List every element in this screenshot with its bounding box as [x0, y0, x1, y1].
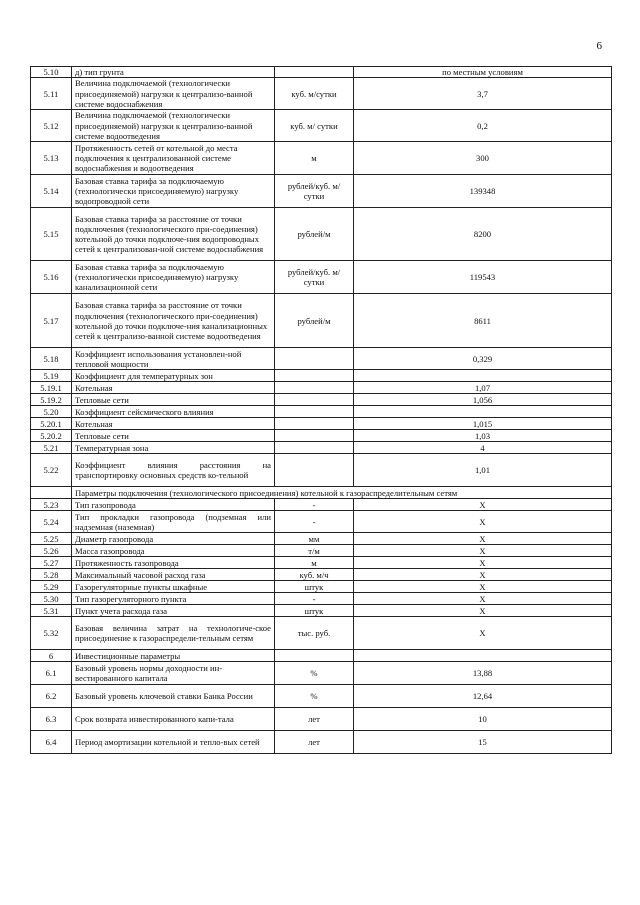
section-heading-cell: Параметры подключения (технологического присоединения) котельной к газораспределительным сетям [72, 487, 612, 499]
row-unit-cell: - [275, 593, 354, 605]
row-number-cell: 6.4 [31, 731, 72, 754]
parameters-table-body [31, 67, 612, 754]
row-unit-cell: - [275, 511, 354, 533]
row-value-cell: 1,015 [354, 418, 612, 430]
row-description-cell: Протяженность сетей от котельной до места подключения к централизованной системе водоснабжения и водоотведения [72, 142, 275, 175]
row-unit-cell [275, 430, 354, 442]
table-row [31, 499, 612, 511]
row-number-cell: 5.19.2 [31, 394, 72, 406]
row-unit-cell [275, 394, 354, 406]
row-value-cell: по местным условиям [354, 67, 612, 78]
row-unit-cell [275, 406, 354, 418]
row-unit-cell: лет [275, 708, 354, 731]
row-number-cell: 5.21 [31, 442, 72, 454]
row-number-cell [31, 487, 72, 499]
row-unit-cell [275, 442, 354, 454]
row-description-cell: Период амортизации котельной и тепло-вых сетей [72, 731, 275, 754]
row-description-cell: Пункт учета расхода газа [72, 605, 275, 617]
row-value-cell: 1,03 [354, 430, 612, 442]
row-unit-cell [275, 650, 354, 662]
row-description-cell: Величина подключаемой (технологически присоединяемой) нагрузки к централизо-ванной системе водоснабжения [72, 78, 275, 110]
table-row [31, 418, 612, 430]
table-row [31, 581, 612, 593]
row-description-cell: Базовая ставка тарифа за расстояние от точки подключения (технологического при-соединения) котельной до точки подключе-ния канализационных сетей к централизо-ванной системе водоотведения [72, 294, 275, 348]
table-row [31, 487, 612, 499]
row-unit-cell: рублей/куб. м/сутки [275, 175, 354, 208]
table-row [31, 406, 612, 418]
row-value-cell: 8611 [354, 294, 612, 348]
row-value-cell: 8200 [354, 208, 612, 261]
row-unit-cell: куб. м/сутки [275, 78, 354, 110]
row-description-cell: Газорегуляторные пункты шкафные [72, 581, 275, 593]
row-number-cell: 5.23 [31, 499, 72, 511]
row-value-cell: Х [354, 593, 612, 605]
row-description-cell: Коэффициент влияния расстояния на транспортировку основных средств ко-тельной [72, 454, 275, 487]
table-row [31, 430, 612, 442]
row-number-cell: 5.15 [31, 208, 72, 261]
table-row [31, 175, 612, 208]
table-row [31, 569, 612, 581]
table-row [31, 685, 612, 708]
row-number-cell: 5.10 [31, 67, 72, 78]
row-description-cell: Масса газопровода [72, 545, 275, 557]
row-description-cell: Коэффициент для температурных зон [72, 370, 275, 382]
row-unit-cell [275, 348, 354, 370]
table-row [31, 593, 612, 605]
row-value-cell: 12,64 [354, 685, 612, 708]
row-number-cell: 5.20 [31, 406, 72, 418]
row-unit-cell [275, 370, 354, 382]
row-value-cell [354, 650, 612, 662]
row-number-cell: 5.20.2 [31, 430, 72, 442]
table-row [31, 605, 612, 617]
row-value-cell: 1,056 [354, 394, 612, 406]
row-value-cell: 139348 [354, 175, 612, 208]
row-unit-cell [275, 418, 354, 430]
row-description-cell: Базовый уровень нормы доходности ин-вестированного капитала [72, 662, 275, 685]
table-row [31, 731, 612, 754]
row-value-cell: 10 [354, 708, 612, 731]
row-description-cell: Базовая величина затрат на технологиче-ское присоединение к газораспредели-тельным сетям [72, 617, 275, 650]
row-number-cell: 5.32 [31, 617, 72, 650]
row-value-cell: 300 [354, 142, 612, 175]
row-description-cell: Протяженность газопровода [72, 557, 275, 569]
row-description-cell: Тип газопровода [72, 499, 275, 511]
page-number: 6 [596, 40, 602, 52]
row-value-cell [354, 370, 612, 382]
row-description-cell: Базовая ставка тарифа за расстояние от точки подключения (технологического при-соединения) котельной до точки подключе-ния водопроводных сетей к централизован-ной системе водоснабжения [72, 208, 275, 261]
row-description-cell: Коэффициент использования установлен-ной тепловой мощности [72, 348, 275, 370]
row-description-cell: Инвестиционные параметры [72, 650, 275, 662]
row-value-cell: Х [354, 557, 612, 569]
row-number-cell: 5.22 [31, 454, 72, 487]
row-unit-cell: % [275, 685, 354, 708]
row-number-cell: 5.14 [31, 175, 72, 208]
row-number-cell: 5.29 [31, 581, 72, 593]
row-value-cell: Х [354, 511, 612, 533]
row-unit-cell [275, 67, 354, 78]
table-row [31, 370, 612, 382]
row-value-cell: Х [354, 581, 612, 593]
row-value-cell: 4 [354, 442, 612, 454]
table-row [31, 294, 612, 348]
row-description-cell: Температурная зона [72, 442, 275, 454]
table-row [31, 511, 612, 533]
row-number-cell: 5.16 [31, 261, 72, 294]
row-number-cell: 5.31 [31, 605, 72, 617]
row-unit-cell: тыс. руб. [275, 617, 354, 650]
row-value-cell [354, 406, 612, 418]
row-unit-cell [275, 454, 354, 487]
row-number-cell: 5.24 [31, 511, 72, 533]
row-value-cell: Х [354, 533, 612, 545]
table-row [31, 617, 612, 650]
row-description-cell: Коэффициент сейсмического влияния [72, 406, 275, 418]
row-unit-cell: % [275, 662, 354, 685]
row-unit-cell: штук [275, 605, 354, 617]
row-number-cell: 6 [31, 650, 72, 662]
row-description-cell: Тип прокладки газопровода (подземная или надземная (наземная) [72, 511, 275, 533]
row-number-cell: 5.30 [31, 593, 72, 605]
table-row [31, 454, 612, 487]
table-row [31, 261, 612, 294]
row-unit-cell: мм [275, 533, 354, 545]
row-description-cell: Котельная [72, 382, 275, 394]
table-row [31, 110, 612, 142]
row-value-cell: Х [354, 545, 612, 557]
row-unit-cell: куб. м/ сутки [275, 110, 354, 142]
row-number-cell: 5.26 [31, 545, 72, 557]
table-row [31, 382, 612, 394]
row-number-cell: 5.12 [31, 110, 72, 142]
table-row [31, 545, 612, 557]
row-number-cell: 5.13 [31, 142, 72, 175]
table-row [31, 442, 612, 454]
row-value-cell: 3,7 [354, 78, 612, 110]
row-number-cell: 5.20.1 [31, 418, 72, 430]
row-value-cell: 0,329 [354, 348, 612, 370]
row-value-cell: Х [354, 617, 612, 650]
table-row [31, 533, 612, 545]
row-value-cell: Х [354, 499, 612, 511]
row-description-cell: Базовая ставка тарифа за подключаемую (технологически присоединяемую) нагрузку водопроводной сети [72, 175, 275, 208]
row-description-cell: Тепловые сети [72, 394, 275, 406]
row-description-cell: Величина подключаемой (технологически присоединяемой) нагрузки к централизо-ванной системе водоотведения [72, 110, 275, 142]
row-description-cell: Срок возврата инвестированного капи-тала [72, 708, 275, 731]
row-unit-cell: рублей/м [275, 294, 354, 348]
table-row [31, 394, 612, 406]
table-row [31, 208, 612, 261]
row-unit-cell: штук [275, 581, 354, 593]
parameters-table [30, 66, 612, 754]
row-number-cell: 6.2 [31, 685, 72, 708]
row-value-cell: 119543 [354, 261, 612, 294]
row-number-cell: 5.28 [31, 569, 72, 581]
row-description-cell: Базовый уровень ключевой ставки Банка России [72, 685, 275, 708]
row-description-cell: Тепловые сети [72, 430, 275, 442]
row-number-cell: 5.25 [31, 533, 72, 545]
row-number-cell: 6.3 [31, 708, 72, 731]
row-number-cell: 5.19.1 [31, 382, 72, 394]
row-unit-cell: - [275, 499, 354, 511]
row-value-cell: 1,01 [354, 454, 612, 487]
row-description-cell: д) тип грунта [72, 67, 275, 78]
row-description-cell: Диаметр газопровода [72, 533, 275, 545]
row-number-cell: 5.19 [31, 370, 72, 382]
table-row [31, 142, 612, 175]
row-number-cell: 5.11 [31, 78, 72, 110]
row-number-cell: 5.18 [31, 348, 72, 370]
row-value-cell: 15 [354, 731, 612, 754]
row-description-cell: Максимальный часовой расход газа [72, 569, 275, 581]
row-description-cell: Котельная [72, 418, 275, 430]
row-unit-cell: м [275, 557, 354, 569]
row-description-cell: Базовая ставка тарифа за подключаемую (технологически присоединяемую) нагрузку канализационной сети [72, 261, 275, 294]
row-value-cell: 0,2 [354, 110, 612, 142]
row-unit-cell: куб. м/ч [275, 569, 354, 581]
row-unit-cell [275, 382, 354, 394]
row-unit-cell: лет [275, 731, 354, 754]
row-unit-cell: т/м [275, 545, 354, 557]
table-row [31, 78, 612, 110]
table-row [31, 650, 612, 662]
table-row [31, 662, 612, 685]
row-unit-cell: рублей/куб. м/сутки [275, 261, 354, 294]
row-value-cell: 13,88 [354, 662, 612, 685]
table-row [31, 708, 612, 731]
row-value-cell: Х [354, 605, 612, 617]
row-number-cell: 5.17 [31, 294, 72, 348]
table-row [31, 348, 612, 370]
row-description-cell: Тип газорегуляторного пункта [72, 593, 275, 605]
row-value-cell: 1,07 [354, 382, 612, 394]
table-row [31, 67, 612, 78]
table-row [31, 557, 612, 569]
row-number-cell: 6.1 [31, 662, 72, 685]
row-unit-cell: м [275, 142, 354, 175]
row-value-cell: Х [354, 569, 612, 581]
row-number-cell: 5.27 [31, 557, 72, 569]
row-unit-cell: рублей/м [275, 208, 354, 261]
